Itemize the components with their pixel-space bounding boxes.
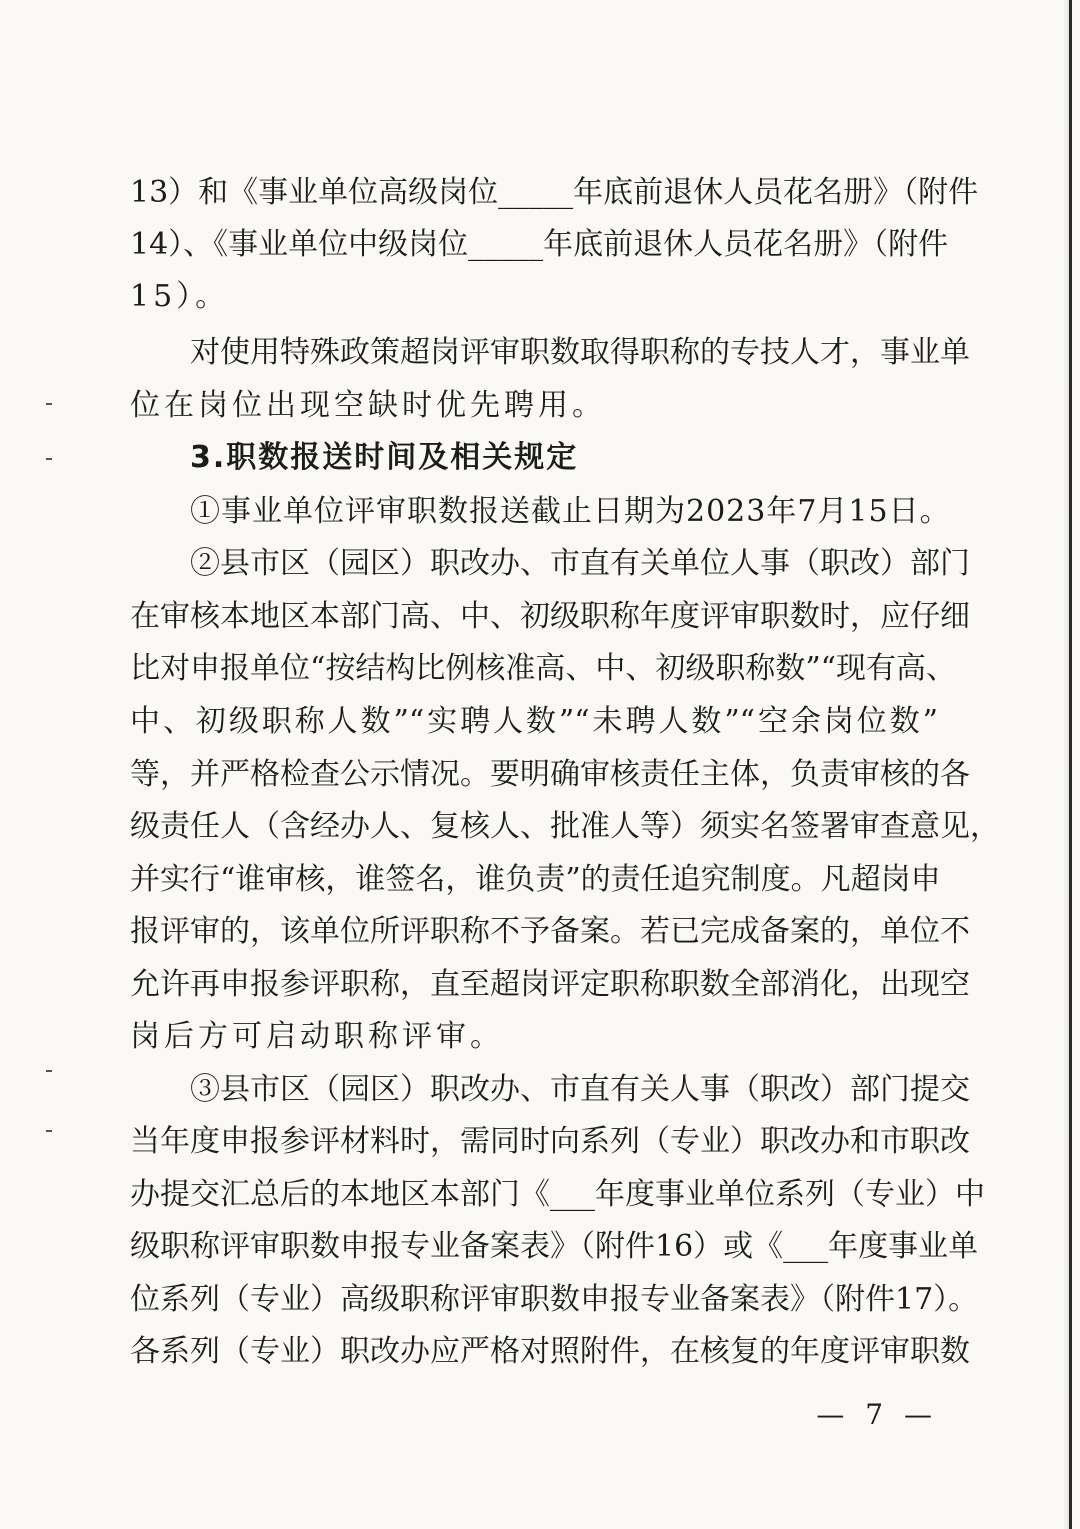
binding-mark [46, 458, 52, 460]
binding-mark [46, 403, 52, 405]
text-line: 14）、《事业单位中级岗位_____年底前退休人员花名册》（附件 [130, 227, 949, 262]
text-line: 允许再申报参评职称，直至超岗评定职称职数全部消化，出现空 [130, 967, 970, 1002]
binding-mark [46, 1130, 52, 1132]
text-line: 级责任人（含经办人、复核人、批准人等）须实名签署审查意见， [130, 809, 1000, 844]
text-line: 办提交汇总后的本地区本部门《___年度事业单位系列（专业）中 [130, 1177, 985, 1212]
text-line: 各系列（专业）职改办应严格对照附件，在核复的年度评审职数 [130, 1334, 970, 1369]
text-line: 岗后方可启动职称评审。 [130, 1019, 504, 1054]
binding-mark [46, 1070, 52, 1072]
text-line: ①事业单位评审职数报送截止日期为2023年7月15日。 [190, 494, 951, 529]
text-line: 对使用特殊政策超岗评审职数取得职称的专技人才，事业单 [190, 335, 970, 370]
text-line: 位在岗位出现空缺时优先聘用。 [130, 388, 606, 423]
text-line: 在审核本地区本部门高、中、初级职称年度评审职数时，应仔细 [130, 599, 970, 634]
text-line: ②县市区（园区）职改办、市直有关单位人事（职改）部门 [190, 546, 970, 581]
page-number: — 7 — [816, 1398, 938, 1431]
text-line: 等，并严格检查公示情况。要明确审核责任主体，负责审核的各 [130, 757, 970, 792]
text-line: 15）。 [130, 279, 230, 314]
text-line: 比对申报单位“按结构比例核准高、中、初级职称数”“现有高、 [130, 651, 957, 686]
page-edge [1069, 0, 1072, 1529]
text-line: 报评审的，该单位所评职称不予备案。若已完成备案的，单位不 [130, 914, 970, 949]
text-line: 位系列（专业）高级职称评审职数申报专业备案表》（附件17）。 [130, 1282, 979, 1317]
text-line: 级职称评审职数申报专业备案表》（附件16）或《___年度事业单 [130, 1229, 979, 1264]
text-line: ③县市区（园区）职改办、市直有关人事（职改）部门提交 [190, 1072, 970, 1107]
text-line: 并实行“谁审核，谁签名，谁负责”的责任追究制度。凡超岗申 [130, 862, 941, 897]
text-line: 当年度申报参评材料时，需同时向系列（专业）职改办和市职改 [130, 1124, 970, 1159]
section-heading: 3.职数报送时间及相关规定 [190, 440, 579, 475]
text-line: 13）和《事业单位高级岗位_____年底前退休人员花名册》（附件 [130, 175, 979, 210]
text-line: 中、初级职称人数”“实聘人数”“未聘人数”“空余岗位数” [130, 704, 938, 739]
